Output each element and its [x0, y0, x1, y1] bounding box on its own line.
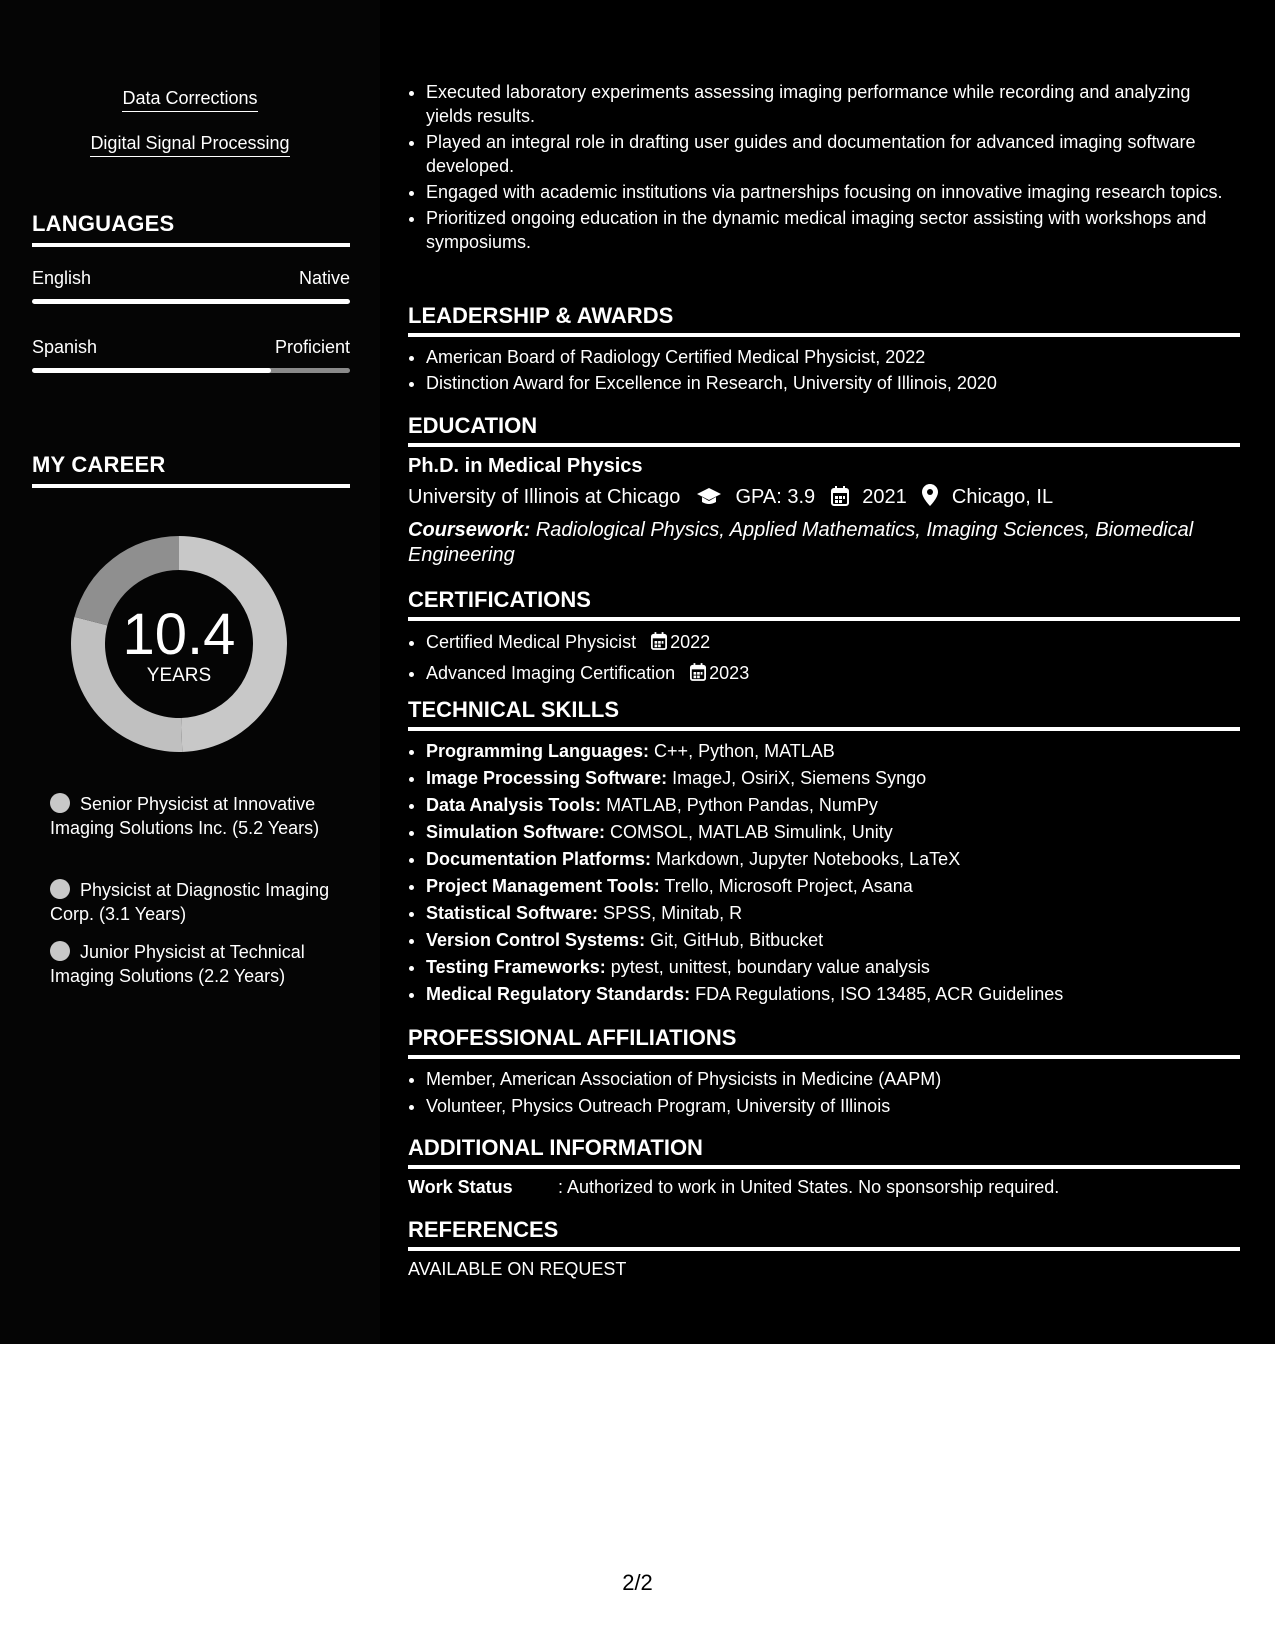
experience-bullets [408, 80, 1240, 256]
technical-skill-value: ImageJ, OsiriX, Siemens Syngo [672, 768, 927, 788]
technical-skill-item [426, 739, 1240, 764]
gpa: GPA: 3.9 [735, 486, 816, 508]
work-status-row [408, 1177, 1240, 1198]
work-status-value: : Authorized to work in United States. No sponsorship required. [558, 1177, 1060, 1197]
technical-skill-label: Version Control Systems: [426, 930, 646, 950]
career-heading: MY CAREER [32, 452, 350, 488]
calendar-icon [651, 631, 667, 658]
work-status-key: Work Status [408, 1177, 513, 1197]
career-dot-icon [50, 793, 70, 813]
coursework-label: Coursework: [408, 519, 531, 541]
technical-skill-value: Git, GitHub, Bitbucket [650, 930, 824, 950]
references-text: AVAILABLE ON REQUEST [408, 1259, 627, 1279]
certification-name: Certified Medical Physicist [426, 632, 637, 652]
graduation-year: 2021 [862, 486, 907, 508]
additional-info-section [408, 1135, 1240, 1198]
education-details [408, 484, 1240, 512]
section-title: ADDITIONAL INFORMATION [408, 1135, 1240, 1169]
languages-heading: LANGUAGES [32, 211, 350, 247]
graduation-cap-icon [696, 486, 722, 512]
section-title: TECHNICAL SKILLS [408, 697, 1240, 731]
career-dot-icon [50, 879, 70, 899]
technical-skill-label: Simulation Software: [426, 822, 606, 842]
career-total-unit: YEARS [146, 665, 212, 686]
technical-skill-label: Project Management Tools: [426, 876, 660, 896]
technical-skill-item [426, 928, 1240, 953]
education-section [408, 413, 1240, 568]
degree-title: Ph.D. in Medical Physics [408, 455, 643, 477]
section-title: PROFESSIONAL AFFILIATIONS [408, 1025, 1240, 1059]
technical-skill-item [426, 901, 1240, 926]
technical-skill-value: Markdown, Jupyter Notebooks, LaTeX [656, 849, 961, 869]
affiliations-section [408, 1025, 1240, 1121]
school-location: Chicago, IL [951, 486, 1054, 508]
certification-year: 2023 [709, 663, 750, 683]
technical-skill-item [426, 793, 1240, 818]
skill-item [0, 88, 380, 109]
leadership-section [408, 303, 1240, 397]
language-level: Proficient [274, 337, 350, 357]
affiliation-item: • Member, American Association of Physicists in Medicine (AAPM) [426, 1067, 1240, 1092]
technical-skill-label: Statistical Software: [426, 903, 599, 923]
technical-skill-value: MATLAB, Python Pandas, NumPy [606, 795, 878, 815]
experience-bullet: • Prioritized ongoing education in the dynamic medical imaging sector assisting with workshops and symposiums. [426, 206, 1240, 254]
language-proficiency-fill [32, 299, 350, 304]
award-item: • Distinction Award for Excellence in Research, University of Illinois, 2020 [426, 371, 1240, 395]
location-pin-icon [922, 484, 938, 512]
section-title: CERTIFICATIONS [408, 587, 1240, 621]
experience-bullet: • Engaged with academic institutions via partnerships focusing on innovative imaging research topics. [426, 180, 1240, 204]
experience-bullet: • Executed laboratory experiments assessing imaging performance while recording and analyzing yields results. [426, 80, 1240, 128]
technical-skill-label: Testing Frameworks: [426, 957, 606, 977]
technical-skill-label: Medical Regulatory Standards: [426, 984, 691, 1004]
technical-skill-value: pytest, unittest, boundary value analysis [610, 957, 930, 977]
affiliation-item: • Volunteer, Physics Outreach Program, University of Illinois [426, 1094, 1240, 1119]
career-item [50, 792, 330, 840]
references-section [408, 1217, 1240, 1280]
language-name: Spanish [32, 337, 98, 357]
technical-skill-item [426, 820, 1240, 845]
technical-skill-item [426, 766, 1240, 791]
skill-item [0, 133, 380, 154]
section-title: LEADERSHIP & AWARDS [408, 303, 1240, 337]
section-title: REFERENCES [408, 1217, 1240, 1251]
career-total-display [66, 531, 292, 757]
technical-skills-section [408, 697, 1240, 1009]
skill-item-label: Digital Signal Processing [90, 133, 289, 157]
career-item-label: Senior Physicist at Innovative Imaging Solutions Inc. (5.2 Years) [50, 794, 320, 838]
career-item [50, 940, 330, 988]
technical-skill-value: C++, Python, MATLAB [654, 741, 835, 761]
skill-item-label: Data Corrections [122, 88, 257, 112]
career-item-label: Junior Physicist at Technical Imaging Solutions (2.2 Years) [50, 942, 305, 986]
technical-skill-item [426, 982, 1240, 1007]
technical-skill-value: FDA Regulations, ISO 13485, ACR Guidelines [695, 984, 1064, 1004]
language-level: Native [298, 268, 350, 288]
section-title: EDUCATION [408, 413, 1240, 447]
language-proficiency-bar [32, 299, 350, 304]
certification-item [426, 629, 1240, 658]
certification-item [426, 660, 1240, 689]
language-proficiency-bar [32, 368, 350, 373]
coursework-list: Radiological Physics, Applied Mathematics, Imaging Sciences, Biomedical Engineering [408, 519, 1194, 566]
technical-skill-value: Trello, Microsoft Project, Asana [664, 876, 913, 896]
career-item-label: Physicist at Diagnostic Imaging Corp. (3.1 Years) [50, 880, 330, 924]
career-dot-icon [50, 941, 70, 961]
technical-skill-item [426, 874, 1240, 899]
sidebar [0, 0, 380, 1344]
calendar-icon [690, 662, 706, 689]
certification-name: Advanced Imaging Certification [426, 663, 676, 683]
school-name: University of Illinois at Chicago [408, 486, 681, 508]
experience-bullet: • Played an integral role in drafting user guides and documentation for advanced imaging software developed. [426, 130, 1240, 178]
career-item [50, 878, 330, 926]
technical-skill-label: Documentation Platforms: [426, 849, 652, 869]
technical-skill-value: COMSOL, MATLAB Simulink, Unity [610, 822, 893, 842]
language-proficiency-fill [32, 368, 271, 373]
technical-skill-label: Image Processing Software: [426, 768, 668, 788]
technical-skill-label: Programming Languages: [426, 741, 650, 761]
language-row [32, 268, 350, 289]
calendar-icon [831, 486, 849, 512]
language-row [32, 337, 350, 358]
technical-skill-item [426, 955, 1240, 980]
language-name: English [32, 268, 92, 288]
technical-skill-value: SPSS, Minitab, R [603, 903, 743, 923]
coursework [408, 518, 1240, 568]
career-total-years: 10.4 [122, 602, 236, 667]
certifications-section [408, 587, 1240, 691]
technical-skill-item [426, 847, 1240, 872]
page-number: 2/2 [622, 1570, 653, 1595]
certification-year: 2022 [670, 632, 711, 652]
award-item: • American Board of Radiology Certified Medical Physicist, 2022 [426, 345, 1240, 369]
career-donut-chart [66, 531, 292, 757]
technical-skills-list [408, 739, 1240, 1007]
technical-skill-label: Data Analysis Tools: [426, 795, 602, 815]
